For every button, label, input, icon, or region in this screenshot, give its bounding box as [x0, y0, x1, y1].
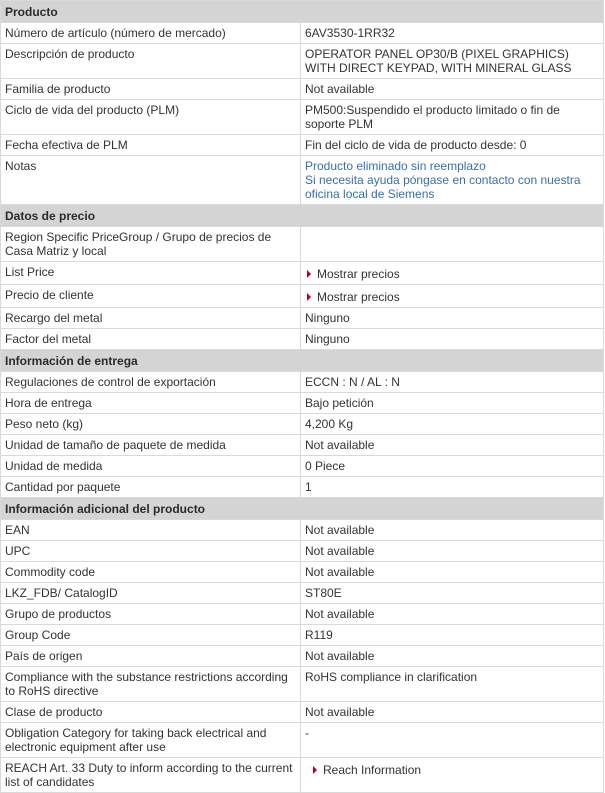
package-unit-value: Not available — [301, 435, 604, 456]
package-qty-value: 1 — [301, 477, 604, 498]
show-list-price-button[interactable] — [305, 265, 400, 281]
row-weee-category — [1, 723, 604, 758]
commodity-code-value: Not available — [301, 562, 604, 583]
plm-label: Ciclo de vida del producto (PLM) — [1, 100, 301, 135]
row-metal-surcharge — [1, 308, 604, 329]
metal-surcharge-value: Ninguno — [301, 308, 604, 329]
commodity-code-label: Commodity code — [1, 562, 301, 583]
row-product-group — [1, 604, 604, 625]
description-value: OPERATOR PANEL OP30/B (PIXEL GRAPHICS) WITH DIRECT KEYPAD, WITH MINERAL GLASS — [301, 44, 604, 79]
row-family — [1, 79, 604, 100]
rohs-value: RoHS compliance in clarification — [301, 667, 604, 702]
package-unit-label: Unidad de tamaño de paquete de medida — [1, 435, 301, 456]
row-export-control — [1, 372, 604, 393]
section-title-adicional: Información adicional del producto — [1, 498, 604, 520]
row-notes — [1, 156, 604, 205]
show-customer-price-label: Mostrar precios — [317, 290, 400, 304]
region-price-group-value — [301, 227, 604, 262]
net-weight-label: Peso neto (kg) — [1, 414, 301, 435]
notes-label: Notas — [1, 156, 301, 205]
metal-factor-value: Ninguno — [301, 329, 604, 350]
customer-price-value — [301, 285, 604, 308]
group-code-label: Group Code — [1, 625, 301, 646]
section-header-precio — [1, 205, 604, 227]
product-class-value: Not available — [301, 702, 604, 723]
customer-price-label: Precio de cliente — [1, 285, 301, 308]
reach-label: REACH Art. 33 Duty to inform according to the current list of candidates — [1, 758, 301, 793]
row-plm — [1, 100, 604, 135]
delivery-time-value: Bajo petición — [301, 393, 604, 414]
export-control-label: Regulaciones de control de exportación — [1, 372, 301, 393]
unit-value: 0 Piece — [301, 456, 604, 477]
section-header-entrega — [1, 350, 604, 372]
ean-label: EAN — [1, 520, 301, 541]
row-plm-date — [1, 135, 604, 156]
row-article-number — [1, 23, 604, 44]
description-label: Descripción de producto — [1, 44, 301, 79]
row-region-price-group — [1, 227, 604, 262]
plm-value: PM500:Suspendido el producto limitado o fin de soporte PLM — [301, 100, 604, 135]
group-code-value: R119 — [301, 625, 604, 646]
row-reach — [1, 758, 604, 793]
show-customer-price-button[interactable] — [305, 288, 400, 304]
metal-surcharge-label: Recargo del metal — [1, 308, 301, 329]
show-list-price-label: Mostrar precios — [317, 267, 400, 281]
export-control-value: ECCN : N / AL : N — [301, 372, 604, 393]
list-price-label: List Price — [1, 262, 301, 285]
section-title-entrega: Información de entrega — [1, 350, 604, 372]
arrow-right-icon — [307, 270, 311, 278]
row-metal-factor — [1, 329, 604, 350]
plm-date-value: Fin del ciclo de vida de producto desde: 0 — [301, 135, 604, 156]
row-ean — [1, 520, 604, 541]
arrow-right-icon — [307, 293, 311, 301]
upc-value: Not available — [301, 541, 604, 562]
row-customer-price — [1, 285, 604, 308]
weee-category-label: Obligation Category for taking back electrical and electronic equipment after use — [1, 723, 301, 758]
metal-factor-label: Factor del metal — [1, 329, 301, 350]
arrow-right-icon — [313, 766, 317, 774]
row-package-qty — [1, 477, 604, 498]
article-number-label: Número de artículo (número de mercado) — [1, 23, 301, 44]
section-header-producto — [1, 1, 604, 23]
net-weight-value: 4,200 Kg — [301, 414, 604, 435]
row-net-weight — [1, 414, 604, 435]
notes-replacement-link[interactable]: Producto eliminado sin reemplazo — [305, 159, 486, 173]
section-title-precio: Datos de precio — [1, 205, 604, 227]
catalog-id-label: LKZ_FDB/ CatalogID — [1, 583, 301, 604]
row-catalog-id — [1, 583, 604, 604]
product-class-label: Clase de producto — [1, 702, 301, 723]
upc-label: UPC — [1, 541, 301, 562]
country-of-origin-label: País de origen — [1, 646, 301, 667]
package-qty-label: Cantidad por paquete — [1, 477, 301, 498]
row-delivery-time — [1, 393, 604, 414]
delivery-time-label: Hora de entrega — [1, 393, 301, 414]
plm-date-label: Fecha efectiva de PLM — [1, 135, 301, 156]
ean-value: Not available — [301, 520, 604, 541]
row-group-code — [1, 625, 604, 646]
row-unit — [1, 456, 604, 477]
weee-category-value: - — [301, 723, 604, 758]
reach-information-label: Reach Information — [323, 763, 422, 777]
catalog-id-value: ST80E — [301, 583, 604, 604]
family-label: Familia de producto — [1, 79, 301, 100]
notes-value — [301, 156, 604, 205]
notes-contact-link[interactable]: Si necesita ayuda póngase en contacto con nuestra oficina local de Siemens — [305, 173, 581, 201]
row-package-unit — [1, 435, 604, 456]
region-price-group-label: Region Specific PriceGroup / Grupo de precios de Casa Matriz y local — [1, 227, 301, 262]
product-group-label: Grupo de productos — [1, 604, 301, 625]
article-number-value: 6AV3530-1RR32 — [301, 23, 604, 44]
section-header-adicional — [1, 498, 604, 520]
row-rohs — [1, 667, 604, 702]
country-of-origin-value: Not available — [301, 646, 604, 667]
row-description — [1, 44, 604, 79]
row-list-price — [1, 262, 604, 285]
rohs-label: Compliance with the substance restrictions according to RoHS directive — [1, 667, 301, 702]
family-value: Not available — [301, 79, 604, 100]
unit-label: Unidad de medida — [1, 456, 301, 477]
row-country-of-origin — [1, 646, 604, 667]
row-product-class — [1, 702, 604, 723]
row-upc — [1, 541, 604, 562]
product-group-value: Not available — [301, 604, 604, 625]
row-commodity-code — [1, 562, 604, 583]
reach-information-link[interactable] — [305, 761, 421, 777]
list-price-value — [301, 262, 604, 285]
reach-value — [301, 758, 604, 793]
section-title-producto: Producto — [1, 1, 604, 23]
